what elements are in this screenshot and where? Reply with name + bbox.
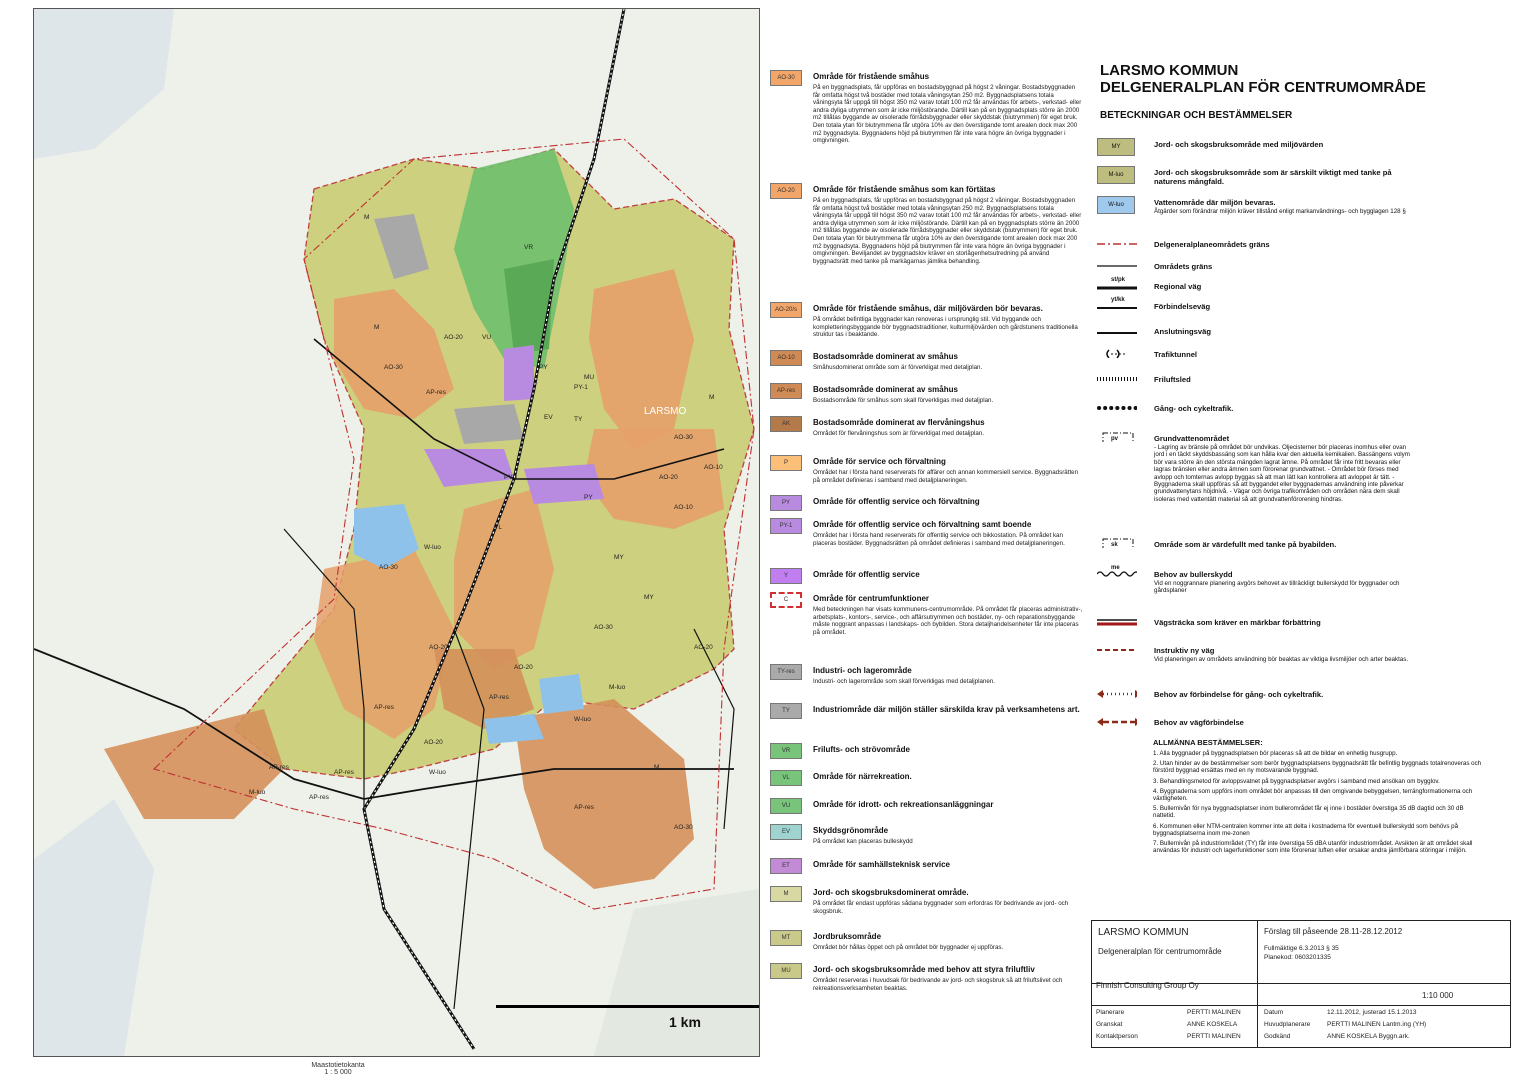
- map-label: AO-30: [379, 564, 398, 571]
- map-label: AO-20: [444, 334, 463, 341]
- map-label: W-luo: [429, 769, 446, 776]
- legend-title: Områdets gräns: [1154, 262, 1213, 271]
- legend-line-code: st/pk: [1111, 277, 1126, 283]
- legend-swatch: AO-20: [770, 183, 802, 199]
- general-item: 3. Behandlingsmetod för avloppsvatnet på byggnadsplatser avgörs i samband med ansökan om bygglov.: [1153, 777, 1440, 785]
- legend-title: Område som är värdefullt med tanke på byabilden.: [1154, 540, 1337, 549]
- general-item: 4. Byggnaderna som uppförs inom området bör anpassas till den omgivande bebyggelsen, terrängformationerna och växtligheten.: [1153, 787, 1473, 803]
- legend-desc: - Lagring av bränsle på området bör undvikas. Oljecisterner bör placeras inomhus eller ovan jord i en täckt skyddsbassäng som kan hålla kvar den aktuella kemikalien. Bassängens volym bör vara större än den största mängden lagrat ämne. På området får inte fritt bevaras eller lagras bränslen eller andra ämnen som förorenar grundvattnet. - Området bör förses med avlopp och tomternas avlopp byggas så att man lätt kan kontrollera att avloppet är tätt. - Byggnaderna skall uppföras så att byggandet eller byggnadernas användning inte påverkar grundvattenytans höjdnivå. - Vägar och övriga trafikområden och områden nära dem skall isoleras med vattentätt material så att grundvattenförorening hindras.: [1154, 444, 1410, 503]
- zone-ty-2: [454, 404, 524, 444]
- map-label: AO-10: [674, 504, 693, 511]
- legend-title: Område för idrott- och rekreationsanläggningar: [813, 800, 994, 809]
- map-label: VL: [494, 524, 502, 531]
- legend-swatch: MY: [1097, 138, 1135, 156]
- legend-title: Regional väg: [1154, 282, 1202, 291]
- legend-line-symbol: [1097, 616, 1137, 626]
- legend-title: Område för fristående småhus som kan förtätas: [813, 185, 996, 194]
- legend-line-symbol: [1097, 260, 1137, 270]
- legend-line-code: sk: [1111, 542, 1118, 548]
- legend-title: Skyddsgrönområde: [813, 826, 889, 835]
- legend-swatch: P: [770, 455, 802, 471]
- legend-line-symbol: [1097, 716, 1137, 726]
- legend-desc: Området för flervåningshus som är förverkligat med detaljplan.: [813, 430, 984, 437]
- legend-desc: På området befintliga byggnader kan renoveras i ursprunglig stil. Vid byggande och kompletteringsbyggande bör byggnadstraditioner, kulturmiljövärden och gårdstunens traditionella struktur tas i beaktande.: [813, 316, 1078, 339]
- legend-title: Område för närrekreation.: [813, 772, 912, 781]
- legend-desc: Området reserveras i huvudsak för bedrivande av jord- och skogsbruk så att friluftslivet och rekreationsverksamheten beaktas.: [813, 977, 1063, 992]
- legend-desc: På en byggnadsplats, får uppföras en bostadsbyggnad på högst 2 våningar. Bostadsbyggnaden får omfatta högst två bostäder med totala våningsytan 250 m2. Byggnadsplatsens totala våningsyta får uppgå till högst 350 m2 varav totalt 100 m2 får användas för arbets-, verkstad- eller andra dyliga utrymmen som är icke miljöstörande. Därtill kan på en byggnadsplats större än 2000 m2 tillåtas byggande av oisolerade förrådsbyggnader eller skyddstak (biutrymmen) för eget bruk. Den totala ytan för biutrymmena får utgöra 10% av den överstigande tomt arealen dock max 200 m2 byggnadsyta. Byggnadens höjd på biutrymmen får inte vara högre än övriga byggnader i omgivningen. Beviljandet av byggnadslov kräver en storlågenhetsutredning på använd byggnadsrätt med tanke på markägarnas jämlika behandling.: [813, 197, 1082, 265]
- legend-desc: Med beteckningen har visats kommunens-centrumområde. På området får placeras administrativ-, arbetsplats-, kontors-, service-, och affärsutrymmen och bostäder, ny- och reparationsbyggande måste noggrant anpassas i landskaps- och bybilden. Stora detaljhandelsenheter får inte placeras på området.: [813, 606, 1083, 636]
- legend-swatch: ET: [770, 858, 802, 874]
- legend-title: Behov av bullerskydd: [1154, 570, 1233, 579]
- map-footer: [238, 1062, 438, 1076]
- map-label: PY-1: [504, 474, 518, 481]
- legend-line-symbol: [1097, 348, 1137, 358]
- map-label: MY: [614, 554, 624, 561]
- legend-line-symbol: [1097, 644, 1137, 654]
- info-row-k: Planerare: [1096, 1009, 1125, 1016]
- legend-swatch: MT: [770, 930, 802, 946]
- water-3: [484, 714, 544, 744]
- legend-title: Jord- och skogsbruksområde med behov att styra friluftliv: [813, 965, 1035, 974]
- legend-line-code: me: [1111, 565, 1120, 571]
- legend-title: Område för service och förvaltning: [813, 457, 946, 466]
- legend-title: Behov av vägförbindelse: [1154, 718, 1244, 727]
- legend-swatch: AO-10: [770, 350, 802, 366]
- general-item: 7. Bullernivån på industriområdet (TY) får inte överstiga 55 dBA utanför industriområdet. Avsikten är att området skall användas för industri och lagerfunktioner som inte förorenar luften eller orsakar andra jämförbara störingar i miljön.: [1153, 840, 1473, 855]
- legend-swatch: MU: [770, 963, 802, 979]
- legend-title: Bostadsområde dominerat av småhus: [813, 352, 958, 361]
- legend-title: Friluftsled: [1154, 375, 1191, 384]
- map-footer-scale: 1 : 5 000: [324, 1069, 352, 1076]
- map-label: TY: [574, 416, 583, 423]
- legend-line-code: yt/kk: [1111, 297, 1125, 303]
- general-items: [1153, 750, 1483, 854]
- legend-title: Område för offentlig service och förvaltning samt boende: [813, 520, 1032, 529]
- map-label: M: [709, 394, 715, 401]
- legend-title: Frilufts- och strövområde: [813, 745, 910, 754]
- general-item: 2. Utan hinder av de bestämmelser som berör byggnadsplatsens byggnadsrätt får befintlig byggnads totalrenoveras och förstörd byggnad ersättas med en ny motsvarande byggnad.: [1153, 760, 1482, 775]
- legend-title: Trafiktunnel: [1154, 350, 1198, 359]
- map-label: AO-30: [674, 434, 693, 441]
- info-approved: Fullmäktige 6.3.2013 § 35: [1264, 945, 1339, 952]
- legend-desc: Området har i första hand reserverats för affärer och annan kommersiell service. Byggnadsrätten på området definieras i samband med detaljplaneringen.: [813, 469, 1079, 484]
- map-graphics: [34, 9, 759, 1056]
- general-item: 5. Bullernivån för nya byggnadsplatser inom bullerområdet får ej inne i bostäder överstiga 35 dB dagtid och 30 dB nattetid.: [1153, 805, 1464, 820]
- legend-title: Delgeneralplaneområdets gräns: [1154, 240, 1270, 249]
- info-row-v2: ANNE KOSKELA Byggn.ark.: [1327, 1033, 1410, 1040]
- title-legend-heading: BETECKNINGAR OCH BESTÄMMELSER: [1100, 110, 1293, 121]
- info-plan: Delgeneralplan för centrumområde: [1098, 947, 1222, 956]
- info-row-v: PERTTI MALINEN: [1187, 1009, 1241, 1016]
- legend-swatch: VL: [770, 770, 802, 786]
- map-label: MY: [644, 594, 654, 601]
- legend-title: Vägsträcka som kräver en märkbar förbättring: [1154, 618, 1321, 627]
- legend-title: Bostadsområde dominerat av flervåningshus: [813, 418, 985, 427]
- legend-title: Grundvattenområdet: [1154, 434, 1230, 443]
- map-label: AP-res: [334, 769, 354, 776]
- info-row-v2: 12.11.2012, justerad 15.1.2013: [1327, 1009, 1417, 1016]
- general-item: 6. Kommunen eller NTM-centralen kommer inte att delta i kostnaderna för eventuell bullerskydd som behövs på byggnadsplatserna inom me-zonen: [1153, 822, 1459, 837]
- map-label: MU: [584, 374, 595, 381]
- legend-swatch: AO-20/s: [770, 302, 802, 318]
- map-label: AP-res: [269, 764, 289, 771]
- water-2: [539, 674, 584, 714]
- map-label: AO-20: [694, 644, 713, 651]
- legend-title: Område för offentlig service: [813, 570, 920, 579]
- map-label: AO-30: [674, 824, 693, 831]
- title-municipality: LARSMO KOMMUN: [1100, 62, 1239, 79]
- legend-swatch: C: [770, 592, 802, 608]
- map-footer-title: Maastotietokanta: [311, 1062, 365, 1069]
- legend-desc: Vid en noggrannare planering avgörs behovet av tillräckligt bullerskydd för byggnader och gårdsplaner: [1154, 580, 1400, 595]
- legend-title: Jord- och skogsbruksdominerat område.: [813, 888, 969, 897]
- info-plan-code: Planekod: 0603201335: [1264, 954, 1331, 961]
- info-municipality: LARSMO KOMMUN: [1098, 927, 1189, 938]
- legend-desc: På området får endast uppföras sådana byggnader som erfordras för bedrivande av jord- och skogsbruk.: [813, 900, 1069, 915]
- legend-title: Industri- och lagerområde: [813, 666, 912, 675]
- map-label: M: [374, 324, 380, 331]
- legend-title: Instruktiv ny väg: [1154, 646, 1215, 655]
- legend-swatch: VU: [770, 798, 802, 814]
- info-row-k: Granskat: [1096, 1021, 1123, 1028]
- legend-desc: Industri- och lagerområde som skall förverkligas med detaljplanen.: [813, 678, 995, 685]
- info-row-v: ANNE KOSKELA: [1187, 1021, 1238, 1028]
- legend-line-symbol: [1097, 325, 1137, 335]
- map-label: AP-res: [374, 704, 394, 711]
- legend-swatch: AP-res: [770, 383, 802, 399]
- info-row-k2: Huvudplanerare: [1264, 1021, 1311, 1028]
- legend-title: Jord- och skogsbruksområde med miljövärden: [1154, 140, 1324, 149]
- legend-title: Område för fristående småhus: [813, 72, 930, 81]
- legend-swatch: M-luo: [1097, 166, 1135, 184]
- legend-swatch: AK: [770, 416, 802, 432]
- map-label: M: [364, 214, 370, 221]
- info-proposal: Förslag till påseende 28.11-28.12.2012: [1264, 927, 1403, 936]
- legend-title: Jord- och skogsbruksområde som är särskilt viktigt med tanke på naturens mångfald.: [1154, 168, 1392, 186]
- legend-swatch: TY: [770, 703, 802, 719]
- legend-swatch: AO-30: [770, 70, 802, 86]
- title-plan: DELGENERALPLAN FÖR CENTRUMOMRÅDE: [1100, 79, 1426, 96]
- legend-desc: Området bör hållas öppet och på området bör byggnader ej uppföras.: [813, 944, 1004, 951]
- legend-title: Område för centrumfunktioner: [813, 594, 930, 603]
- info-row-k2: Datum: [1264, 1009, 1284, 1016]
- legend-desc: Området har i första hand reserverats för offentlig service och bikkostation. På området kan placeras bostäder. Byggnadsrätten på området definieras i samband med detaljplaneringen.: [813, 532, 1065, 547]
- legend-title: Jordbruksområde: [813, 932, 882, 941]
- map-label: PY: [584, 494, 593, 501]
- legend-desc: Bostadsområde för småhus som skall förverkligas med detaljplan.: [813, 397, 994, 404]
- map-label: AO-30: [384, 364, 403, 371]
- scale-label: 1 km: [669, 1014, 701, 1030]
- map-label: PY: [539, 364, 548, 371]
- legend-swatch: TY-res: [770, 664, 802, 680]
- legend-title: Gång- och cykeltrafik.: [1154, 404, 1234, 413]
- map-label: AP-res: [489, 694, 509, 701]
- legend-swatch: EV: [770, 824, 802, 840]
- legend-desc: Vid planeringen av områdets användning bör beaktas av viktiga livsmiljöer och arter beaktas.: [1154, 656, 1409, 663]
- legend-swatch: PY-1: [770, 518, 802, 534]
- legend-title: Anslutningsväg: [1154, 327, 1211, 336]
- map-label: AO-20: [429, 644, 448, 651]
- title-block: [1100, 62, 1426, 121]
- map-label: M: [654, 764, 660, 771]
- info-row-v2: PERTTI MALINEN Lantm.ing (YH): [1327, 1021, 1427, 1028]
- map-label: VR: [524, 244, 534, 251]
- map-label: AO-20: [424, 739, 443, 746]
- legend-desc: Småhusdominerat område som är förverkligat med detaljplan.: [813, 364, 983, 371]
- legend-line-code: pv: [1111, 436, 1119, 442]
- legend-title: Vattenområde där miljön bevaras.: [1154, 198, 1276, 207]
- legend-title: Industriområde där miljön ställer särskilda krav på verksamhetens art.: [813, 705, 1080, 714]
- map-label: W-luo: [574, 716, 591, 723]
- zone-py: [504, 345, 534, 401]
- map-label: W-luo: [424, 544, 441, 551]
- legend-swatch: Y: [770, 568, 802, 584]
- legend-line-symbol: [1097, 402, 1137, 412]
- map-label: M-luo: [609, 684, 626, 691]
- legend-swatch: W-luo: [1097, 196, 1135, 214]
- info-box: [1091, 920, 1511, 1048]
- map-label: VU: [482, 334, 492, 341]
- legend-title: Behov av förbindelse för gång- och cykeltrafik.: [1154, 690, 1324, 699]
- scale-bar: [496, 1005, 760, 1008]
- map-label: AO-30: [594, 624, 613, 631]
- legend-swatch: PY: [770, 495, 802, 511]
- legend-line-symbol: [1097, 688, 1137, 698]
- legend-title: Bostadsområde dominerat av småhus: [813, 385, 958, 394]
- map-label: PY-1: [574, 384, 588, 391]
- map-label: AP-res: [309, 794, 329, 801]
- legend-title: Område för samhällsteknisk service: [813, 860, 950, 869]
- map-label: AO-20: [659, 474, 678, 481]
- legend-swatch: VR: [770, 743, 802, 759]
- info-scale: 1:10 000: [1422, 991, 1454, 1000]
- info-row-k: Kontaktperson: [1096, 1033, 1138, 1040]
- legend-title: Område för offentlig service och förvaltning: [813, 497, 980, 506]
- map-label: AP-res: [426, 389, 446, 396]
- map-label: AO-10: [704, 464, 723, 471]
- general-heading: ALLMÄNNA BESTÄMMELSER:: [1153, 738, 1263, 747]
- legend-desc: På området kan placeras bulleskydd: [813, 838, 913, 845]
- legend-title: Förbindelseväg: [1154, 302, 1211, 311]
- legend-desc: På en byggnadsplats, får uppföras en bostadsbyggnad på högst 2 våningar. Bostadsbyggnaden får omfatta högst två bostäder med totala våningsytan 250 m2. Byggnadsplatsens totala våningsyta får uppgå till högst 350 m2 varav totalt 100 m2 får användas för arbets-, verkstad- eller andra dyliga utrymmen som är icke miljöstörande. Därtill kan på en byggnadsplats större än 2000 m2 tillåtas byggande av oisolerade förrådsbyggnader eller skyddstak (biutrymmen) för eget bruk. Den totala ytan för biutrymmena får utgöra 10% av den överstigande tomt arealen dock max 200 m2 byggnadsyta. Byggnadens höjd på biutrymmen får inte vara högre än övriga byggnader i omgivningen.: [813, 84, 1082, 145]
- info-row-k2: Godkänd: [1264, 1033, 1291, 1040]
- general-item: 1. Alla byggnader på byggnadsplatsen bör placeras så att de bildar en enhetlig husgrupp.: [1153, 750, 1398, 757]
- map-label: LARSMO: [644, 406, 687, 417]
- legend-desc: Åtgärder som förändrar miljön kräver tillstånd enligt markanvändnings- och bygglagen 128 §: [1154, 208, 1406, 215]
- info-consultant: Finnish Consulting Group Oy: [1096, 981, 1199, 990]
- map-label: AP-res: [574, 804, 594, 811]
- map-label: AO-20: [514, 664, 533, 671]
- info-row-v: PERTTI MALINEN: [1187, 1033, 1241, 1040]
- legend-line-symbol: [1097, 373, 1137, 383]
- plan-map[interactable]: [33, 8, 760, 1057]
- legend-title: Område för fristående småhus, där miljövärden bör bevaras.: [813, 304, 1043, 313]
- map-label: M-luo: [249, 789, 266, 796]
- general-provisions: [1153, 738, 1483, 854]
- map-label: EV: [544, 414, 553, 421]
- legend-swatch: M: [770, 886, 802, 902]
- legend-line-symbol: [1097, 238, 1137, 248]
